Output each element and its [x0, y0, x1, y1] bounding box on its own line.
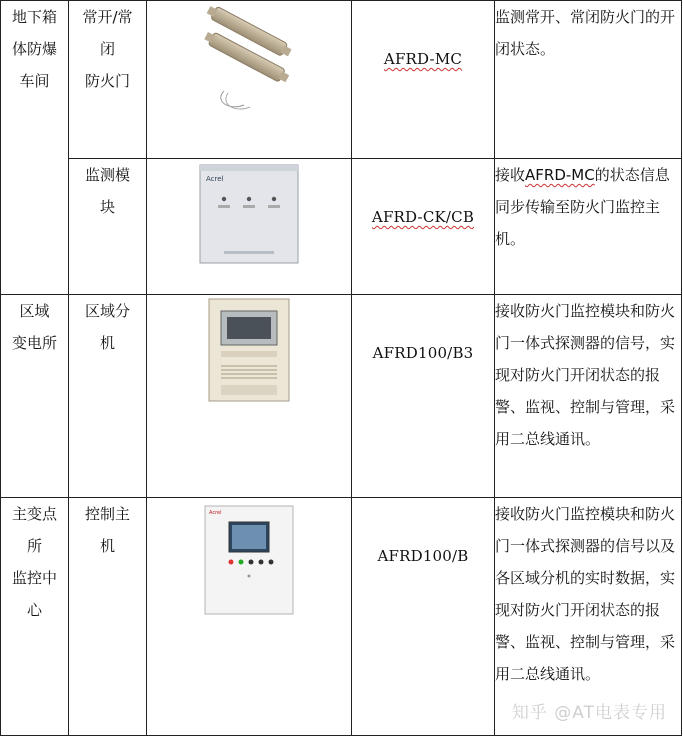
model-code: AFRD100/B — [377, 547, 469, 565]
product-image-cell — [147, 498, 352, 736]
category-cell: 控制主 机 — [69, 498, 147, 736]
svg-text:Acrel: Acrel — [209, 510, 222, 516]
area-cell: 地下箱 体防爆 车间 — [1, 1, 69, 295]
product-image-cell — [147, 295, 352, 498]
description-cell: 监测常开、常闭防火门的开闭状态。 — [495, 1, 682, 159]
category-cell: 监测模 块 — [69, 159, 147, 295]
watermark-text: 知乎 @AT电表专用 — [511, 703, 667, 723]
model-code: AFRD-MC — [383, 50, 463, 68]
table-row — [1, 295, 682, 498]
category-cell: 常开/常 闭 防火门 — [69, 1, 147, 159]
model-cell — [352, 498, 495, 736]
category-cell: 区域分 机 — [69, 295, 147, 498]
area-cell: 区域 变电所 — [1, 295, 69, 498]
product-image-cell — [147, 1, 352, 159]
description-cell: 接收防火门监控模块和防火门一体式探测器的信号以及各区域分机的实时数据，实现对防火门开闭状态的报警、监视、控制与管理，采用二总线通讯。 — [495, 498, 682, 736]
area-cell: 主变点 所 监控中 心 — [1, 498, 69, 736]
desc-rest: 的状态信息同步传输至防火门监控主机。 — [495, 166, 670, 248]
model-cell — [352, 295, 495, 498]
product-image-cell — [147, 159, 352, 295]
model-cell — [352, 1, 495, 159]
table-row — [1, 159, 682, 295]
regional-extension-cabinet-image — [199, 295, 299, 405]
desc-model-ref: AFRD-MC — [525, 166, 595, 184]
svg-text:Acrel: Acrel — [206, 175, 224, 183]
model-cell — [352, 159, 495, 295]
monitoring-module-image — [194, 159, 304, 269]
table-row — [1, 1, 682, 159]
model-code: AFRD-CK/CB — [371, 208, 475, 226]
description-cell — [495, 159, 682, 295]
magnetic-door-switch-image — [184, 1, 314, 121]
desc-lead: 接收 — [495, 166, 526, 184]
model-code: AFRD100/B3 — [372, 344, 474, 362]
control-host-cabinet-image — [201, 504, 297, 616]
description-cell: 接收防火门监控模块和防火门一体式探测器的信号，实现对防火门开闭状态的报警、监视、控制与管理，采用二总线通讯。 — [495, 295, 682, 498]
